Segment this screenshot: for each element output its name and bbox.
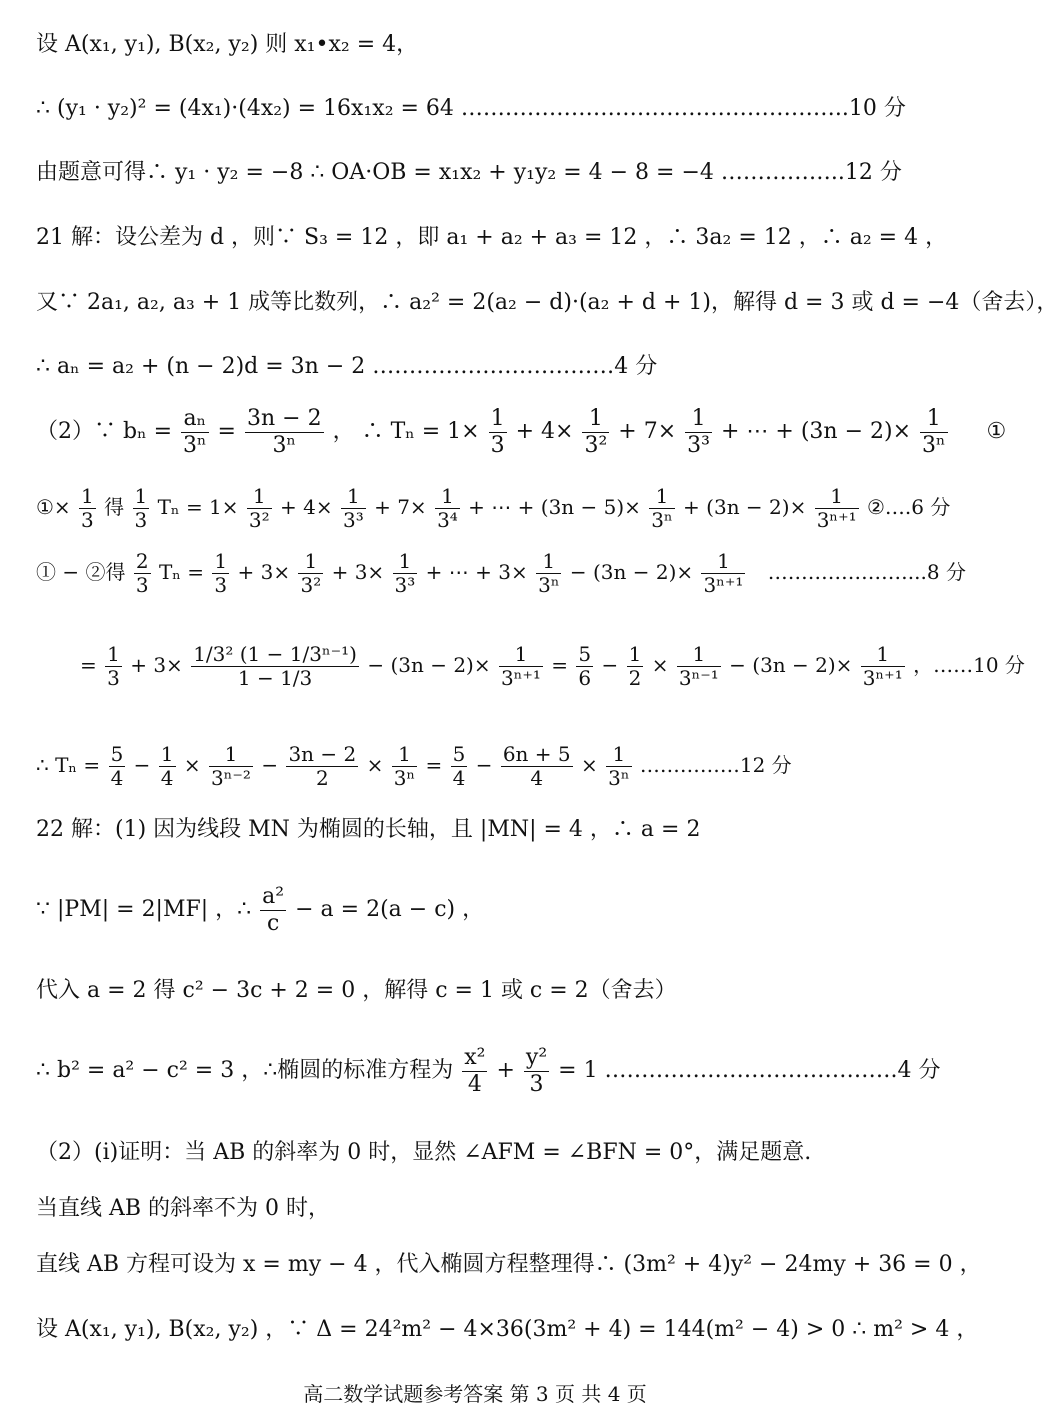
numerator: 1 — [606, 743, 631, 767]
line-5: 又∵ 2a₁, a₂, a₃ + 1 成等比数列，∴ a₂² = 2(a₂ − d)·(a₂ + d + 1)，解得 d = 3 或 d = −4（舍去）， — [36, 290, 1058, 315]
numerator: 1 — [490, 406, 505, 432]
numerator: 1 — [685, 406, 712, 432]
page-footer: 高二数学试题参考答案 第 3 页 共 4 页 — [303, 1382, 647, 1406]
fraction — [649, 485, 674, 532]
denominator: 3³ — [687, 432, 710, 458]
fraction — [133, 485, 150, 532]
numerator: 1 — [214, 549, 228, 573]
denominator: 3ⁿ — [922, 432, 946, 458]
equation-mark: ① — [986, 419, 1007, 444]
fraction — [606, 743, 631, 790]
denominator: 4 — [467, 1071, 482, 1097]
text: ， ∴ Tₙ = 1× — [332, 419, 480, 444]
numerator: 2 — [135, 549, 149, 573]
numerator: 1 — [677, 643, 721, 667]
text: + ⋯ + 3× — [425, 560, 528, 584]
numerator: 1 — [341, 485, 366, 509]
text: + 4× — [515, 419, 574, 444]
denominator: 3ⁿ⁺¹ — [862, 666, 903, 690]
numerator: 1/3² (1 − 1/3ⁿ⁻¹) — [193, 642, 357, 666]
line-13 — [36, 882, 930, 938]
line-8 — [36, 480, 951, 534]
fraction — [815, 485, 859, 532]
numerator: 1 — [701, 550, 745, 574]
text: = — [425, 753, 443, 777]
text: − a = 2(a − c) ， — [295, 897, 485, 922]
numerator: 1 — [499, 643, 543, 667]
denominator: 3³ — [342, 508, 364, 532]
denominator: 3 — [134, 508, 148, 532]
denominator: 3 — [135, 573, 149, 597]
fraction — [212, 550, 229, 597]
text: ∵ |PM| = 2|MF| ，∴ — [36, 897, 252, 922]
fraction — [393, 550, 418, 597]
numerator: 1 — [392, 743, 417, 767]
score: …………………...8 分 — [767, 560, 966, 584]
line-2: ∴ (y₁ · y₂)² = (4x₁)·(4x₂) = 16x₁x₂ = 64 ……………………………………………..10 分 — [36, 96, 906, 121]
fraction — [134, 550, 151, 597]
denominator: 3 — [107, 666, 120, 690]
denominator: 3ⁿ — [183, 432, 207, 458]
fraction — [159, 743, 176, 790]
fraction — [286, 743, 358, 790]
numerator: 1 — [861, 643, 905, 667]
text: 得 — [104, 495, 125, 519]
denominator: 3ⁿ — [608, 766, 630, 790]
text: + — [496, 1058, 515, 1083]
denominator: 3 — [529, 1071, 544, 1097]
denominator: 3ⁿ⁺¹ — [500, 666, 541, 690]
fraction — [501, 743, 573, 790]
denominator: 2 — [628, 666, 642, 690]
line-18: 直线 AB 方程可设为 x = my − 4 ，代入椭圆方程整理得∴ (3m² + 4)y² − 24my + 36 = 0 ， — [36, 1252, 982, 1277]
fraction — [701, 550, 745, 597]
numerator: 1 — [582, 406, 609, 432]
fraction — [209, 743, 253, 790]
fraction — [499, 643, 543, 690]
text: ① − ②得 — [36, 560, 126, 584]
denominator: 3 — [490, 432, 505, 458]
numerator: aₙ — [181, 406, 209, 432]
denominator: 3ⁿ — [538, 573, 560, 597]
numerator: 1 — [107, 642, 120, 666]
line-10 — [36, 615, 1025, 715]
numerator: 1 — [536, 550, 561, 574]
denominator: 3ⁿ⁻¹ — [678, 666, 719, 690]
numerator: y² — [525, 1045, 548, 1071]
line-7 — [36, 405, 1007, 459]
fraction — [536, 550, 561, 597]
text: − (3n − 2)× — [569, 560, 694, 584]
denominator: 3ⁿ⁻² — [211, 766, 251, 790]
line-9 — [36, 545, 966, 599]
numerator: a² — [262, 884, 285, 910]
text: + ⋯ + (3n − 2)× — [720, 419, 912, 444]
fraction — [435, 485, 460, 532]
fraction — [582, 406, 609, 458]
text: × — [366, 753, 384, 777]
text: + ⋯ + (3n − 5)× — [468, 495, 641, 519]
text: + 3× — [331, 560, 385, 584]
fraction — [462, 1045, 487, 1097]
text: = 1 ………………………………….4 分 — [558, 1058, 941, 1083]
numerator: 6n + 5 — [502, 742, 571, 766]
text: − — [133, 753, 151, 777]
denominator: c — [266, 910, 280, 936]
fraction — [341, 485, 366, 532]
denominator: 3ⁿ⁺¹ — [816, 508, 857, 532]
denominator: 3 — [81, 508, 94, 532]
denominator: 4 — [530, 766, 544, 790]
numerator: 1 — [209, 743, 253, 767]
fraction — [298, 550, 323, 597]
text: + 3× — [237, 560, 291, 584]
numerator: 1 — [134, 484, 148, 508]
fraction — [451, 743, 468, 790]
numerator: 1 — [160, 742, 174, 766]
text: − — [475, 753, 493, 777]
fraction — [392, 743, 417, 790]
fraction — [677, 643, 721, 690]
denominator: 3² — [584, 432, 608, 458]
text: = — [217, 419, 236, 444]
numerator: 1 — [435, 485, 460, 509]
text: = — [80, 653, 97, 677]
text: − — [261, 753, 279, 777]
text: × — [651, 653, 669, 677]
numerator: 1 — [247, 485, 272, 509]
fraction — [524, 1045, 549, 1097]
numerator: 1 — [81, 484, 94, 508]
text: + 4× — [280, 495, 333, 519]
text: ∴ Tₙ = — [36, 753, 101, 777]
text: + (3n − 2)× — [683, 495, 807, 519]
denominator: 3ⁿ⁺¹ — [703, 573, 744, 597]
denominator: 3ⁿ — [651, 508, 673, 532]
text: = — [551, 653, 569, 677]
denominator: 3⁴ — [437, 508, 458, 532]
numerator: 5 — [452, 742, 466, 766]
fraction — [105, 643, 122, 690]
text: × — [183, 753, 201, 777]
line-19: 设 A(x₁, y₁), B(x₂, y₂) ，∵ Δ = 24²m² − 4×36(3m² + 4) = 144(m² − 4) > 0 ∴ m² > 4 ， — [36, 1317, 979, 1342]
fraction — [247, 485, 272, 532]
line-3: 由题意可得∴ y₁ · y₂ = −8 ∴ OA·OB = x₁x₂ + y₁y₂ = 4 − 8 = −4 ……………..12 分 — [36, 160, 902, 185]
line-11 — [36, 737, 930, 793]
denominator: 1 − 1/3 — [237, 666, 313, 690]
fraction — [489, 406, 507, 458]
numerator: 3n − 2 — [288, 742, 357, 766]
numerator: 1 — [393, 550, 418, 574]
numerator: x² — [464, 1045, 486, 1071]
denominator: 4 — [110, 766, 124, 790]
text: ∴ b² = a² − c² = 3 ，∴椭圆的标准方程为 — [36, 1058, 454, 1083]
line-17: 当直线 AB 的斜率不为 0 时， — [36, 1196, 331, 1221]
fraction — [181, 406, 209, 458]
text: + 7× — [618, 419, 677, 444]
fraction — [245, 406, 324, 458]
text: − (3n − 2)× — [367, 653, 491, 677]
text: Tₙ = 1× — [157, 495, 239, 519]
text: + 3× — [130, 653, 183, 677]
text: − (3n − 2)× — [729, 653, 853, 677]
text: + 7× — [374, 495, 427, 519]
text: （2）∵ bₙ = — [36, 419, 173, 444]
denominator: 3² — [248, 508, 270, 532]
text: × — [581, 753, 598, 777]
numerator: 3n − 2 — [246, 406, 322, 432]
denominator: 3ⁿ — [393, 766, 416, 790]
denominator: 3 — [214, 573, 228, 597]
denominator: 6 — [578, 666, 592, 690]
fraction — [861, 643, 905, 690]
line-6: ∴ aₙ = a₂ + (n − 2)d = 3n − 2 ……………………………4 分 — [36, 354, 658, 379]
score: ②….6 分 — [867, 495, 951, 519]
score: ……………12 分 — [639, 753, 792, 777]
line-16: （2）(ⅰ)证明：当 AB 的斜率为 0 时，显然 ∠AFM = ∠BFN = 0°，满足题意. — [36, 1140, 812, 1165]
denominator: 4 — [160, 766, 174, 790]
text: − — [601, 653, 619, 677]
numerator: 1 — [628, 642, 642, 666]
line-1: 设 A(x₁, y₁), B(x₂, y₂) 则 x₁•x₂ = 4， — [36, 32, 419, 57]
denominator: 4 — [452, 766, 466, 790]
numerator: 1 — [815, 485, 859, 509]
fraction — [920, 406, 948, 458]
fraction — [627, 643, 644, 690]
fraction — [79, 485, 96, 532]
line-14: 代入 a = 2 得 c² − 3c + 2 = 0 ，解得 c = 1 或 c = 2（舍去） — [36, 978, 677, 1003]
numerator: 1 — [298, 550, 323, 574]
numerator: 5 — [578, 642, 592, 666]
fraction — [260, 884, 286, 936]
denominator: 2 — [315, 766, 329, 790]
numerator: 1 — [649, 485, 674, 509]
compound-fraction — [191, 643, 359, 690]
score: ，……10 分 — [913, 653, 1025, 677]
line-15 — [36, 1043, 941, 1099]
denominator: 3ⁿ — [272, 432, 297, 458]
denominator: 3² — [300, 573, 322, 597]
denominator: 3³ — [394, 573, 416, 597]
numerator: 5 — [110, 742, 124, 766]
fraction — [685, 406, 712, 458]
numerator: 1 — [920, 406, 948, 432]
fraction — [109, 743, 126, 790]
line-12: 22 解：(1) 因为线段 MN 为椭圆的长轴，且 |MN| = 4 ，∴ a = 2 — [36, 817, 701, 842]
text: Tₙ = — [158, 560, 205, 584]
line-4: 21 解：设公差为 d ，则∵ S₃ = 12 ，即 a₁ + a₂ + a₃ = 12 ，∴ 3a₂ = 12 ，∴ a₂ = 4 ， — [36, 225, 948, 250]
fraction — [576, 643, 593, 690]
text: ①× — [36, 495, 71, 519]
